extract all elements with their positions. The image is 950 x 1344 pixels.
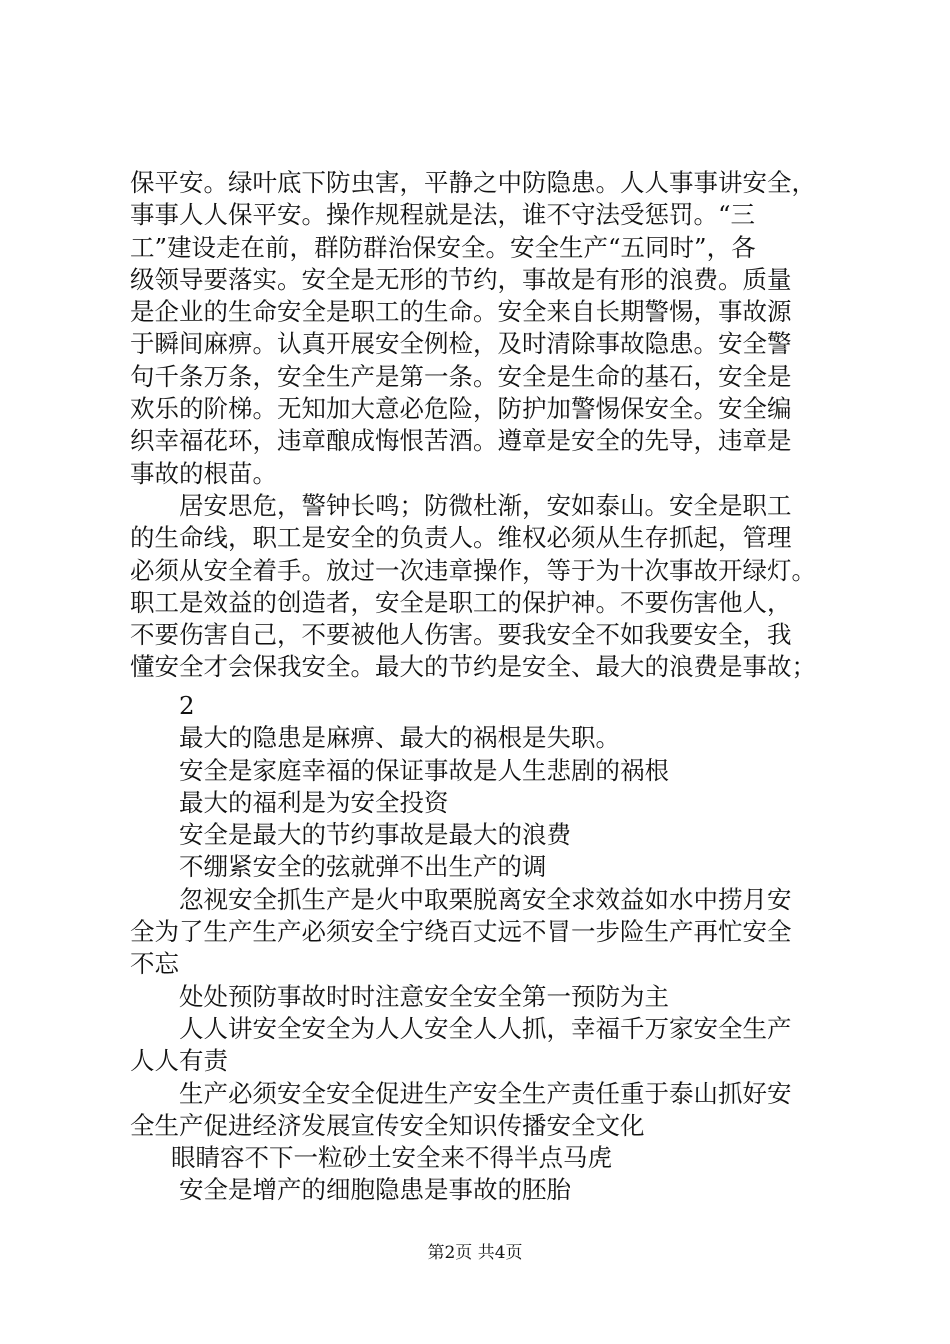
paragraph-start-line: 居安思危，警钟长鸣；防微杜渐，安如泰山。安全是职工 <box>179 490 792 520</box>
slogan-line: 安全是最大的节约事故是最大的浪费 <box>179 820 571 850</box>
slogan-line: 处处预防事故时时注意安全安全第一预防为主 <box>179 981 669 1011</box>
slogan-line: 最大的隐患是麻痹、最大的祸根是失职。 <box>179 723 620 753</box>
slogan-line: 全为了生产生产必须安全宁绕百丈远不冒一步险生产再忙安全 <box>130 917 792 947</box>
slogan-line: 安全是家庭幸福的保证事故是人生悲剧的祸根 <box>179 755 669 785</box>
text-line: 织幸福花环，违章酿成悔恨苦酒。遵章是安全的先导，违章是 <box>130 426 792 456</box>
slogan-line: 人人讲安全安全为人人安全人人抓，幸福千万家安全生产 <box>179 1013 792 1043</box>
slogan-line: 安全是增产的细胞隐患是事故的胚胎 <box>179 1175 571 1205</box>
text-line: 职工是效益的创造者，安全是职工的保护神。不要伤害他人， <box>130 587 792 617</box>
text-line: 事故的根苗。 <box>130 458 277 488</box>
text-line: 保平安。绿叶底下防虫害，平静之中防隐患。人人事事讲安全， <box>130 168 816 197</box>
slogan-line: 眼睛容不下一粒砂土安全来不得半点马虎 <box>171 1143 612 1173</box>
slogan-line: 生产必须安全安全促进生产安全生产责任重于泰山抓好安 <box>179 1078 792 1108</box>
page-footer: 第2页 共4页 <box>427 1243 523 1263</box>
slogan-line: 不绷紧安全的弦就弹不出生产的调 <box>179 852 547 882</box>
slogan-line: 不忘 <box>130 949 179 979</box>
text-line: 于瞬间麻痹。认真开展安全例检，及时清除事故隐患。安全警 <box>130 329 792 359</box>
slogan-line: 最大的福利是为安全投资 <box>179 787 449 817</box>
slogan-line: 忽视安全抓生产是火中取栗脱离安全求效益如水中捞月安 <box>179 884 792 914</box>
text-line: 必须从安全着手。放过一次违章操作，等于为十次事故开绿灯。 <box>130 555 816 585</box>
body-text-block-2 <box>130 690 830 1207</box>
text-line: 是企业的生命安全是职工的生命。安全来自长期警惕，事故源 <box>130 297 792 327</box>
slogan-line: 人人有责 <box>130 1046 228 1076</box>
text-line: 级领导要落实。安全是无形的节约，事故是有形的浪费。质量 <box>130 264 792 294</box>
text-line: 句千条万条，安全生产是第一条。安全是生命的基石，安全是 <box>130 361 792 391</box>
text-line: 的生命线，职工是安全的负责人。维权必须从生存抓起，管理 <box>130 523 792 553</box>
body-text-block-1 <box>130 167 830 684</box>
text-line: 欢乐的阶梯。无知加大意必危险，防护加警惕保安全。安全编 <box>130 394 792 424</box>
text-line: 工”建设走在前，群防群治保安全。安全生产“五同时”，各 <box>130 232 756 262</box>
text-line: 懂安全才会保我安全。最大的节约是安全、最大的浪费是事故； <box>130 652 816 682</box>
text-line: 事事人人保平安。操作规程就是法，谁不守法受惩罚。“三 <box>130 200 756 230</box>
slogan-line: 全生产促进经济发展宣传安全知识传播安全文化 <box>130 1110 645 1140</box>
text-line: 不要伤害自己，不要被他人伤害。要我安全不如我要安全，我 <box>130 620 792 650</box>
section-number: 2 <box>179 691 195 720</box>
